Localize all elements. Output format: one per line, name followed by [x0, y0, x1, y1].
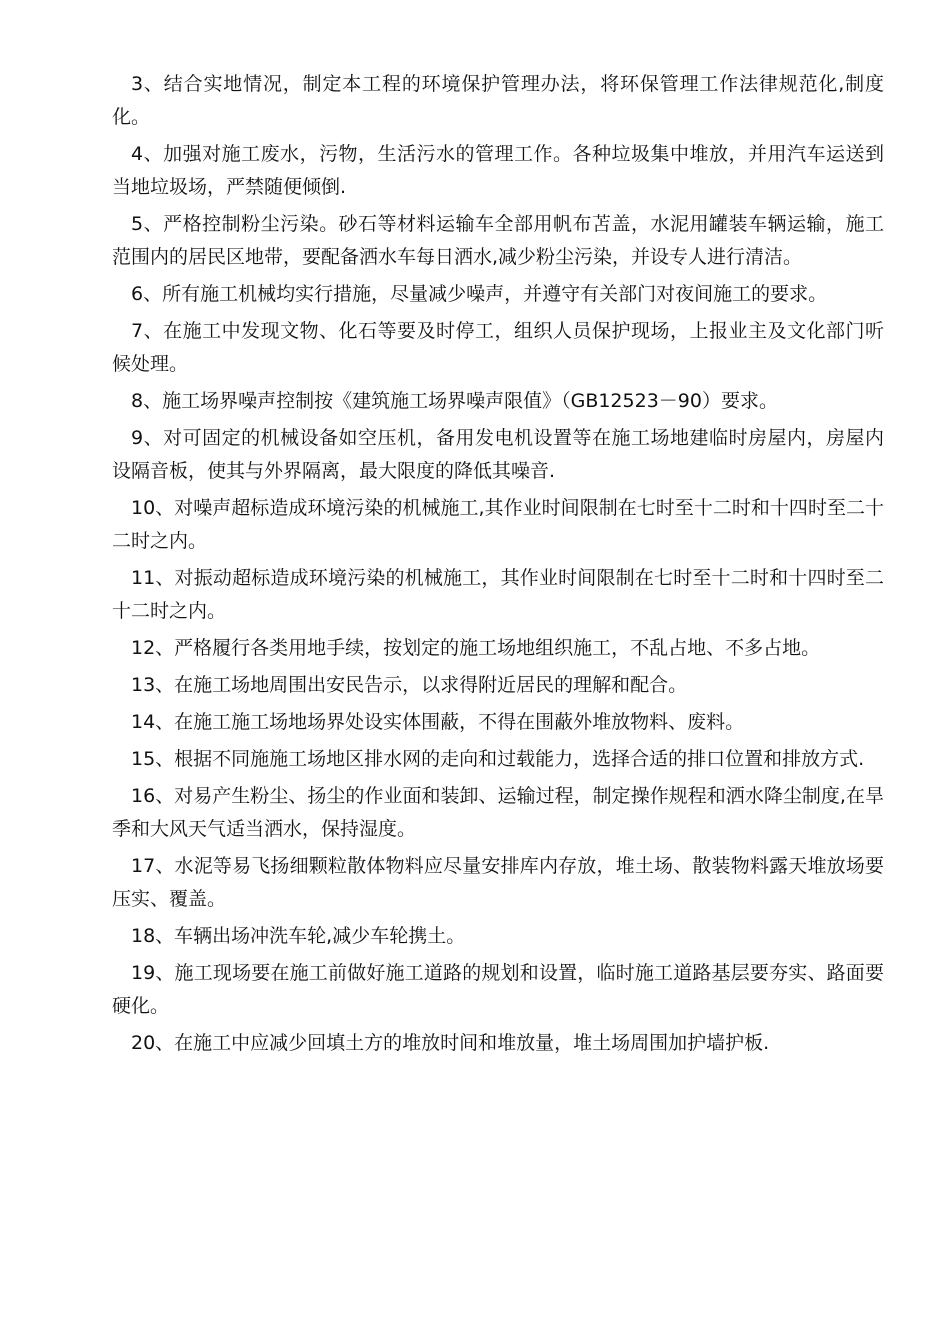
paragraph-13: 13、在施工场地周围出安民告示，以求得附近居民的理解和配合。 [131, 674, 688, 696]
paragraph-15: 15、根据不同施施工场地区排水网的走向和过载能力，选择合适的排口位置和排放方式. [131, 748, 865, 770]
document-page [112, 68, 884, 1064]
paragraph-16: 16、对易产生粉尘、扬尘的作业面和装卸、运输过程，制定操作规程和洒水降尘制度,在旱季和大风天气适当洒水，保持湿度。 [112, 785, 884, 840]
paragraph-5: 5、严格控制粉尘污染。砂石等材料运输车全部用帆布苫盖，水泥用罐装车辆运输，施工范围内的居民区地带，要配备洒水车每日洒水,减少粉尘污染，并设专人进行清洁。 [112, 213, 884, 268]
paragraph-9: 9、对可固定的机械设备如空压机，备用发电机设置等在施工场地建临时房屋内，房屋内设隔音板，使其与外界隔离，最大限度的降低其噪音. [112, 427, 884, 482]
paragraph-6: 6、所有施工机械均实行措施，尽量减少噪声，并遵守有关部门对夜间施工的要求。 [131, 283, 828, 305]
paragraph-18: 18、车辆出场冲洗车轮,减少车轮携土。 [131, 925, 466, 947]
paragraph-3: 3、结合实地情况，制定本工程的环境保护管理办法，将环保管理工作法律规范化,制度化。 [112, 73, 884, 128]
paragraph-14: 14、在施工施工场地场界处设实体围蔽，不得在围蔽外堆放物料、废料。 [131, 711, 745, 733]
paragraph-17: 17、水泥等易飞扬细颗粒散体物料应尽量安排库内存放，堆土场、散装物料露天堆放场要压实、覆盖。 [112, 855, 884, 910]
paragraph-11: 11、对振动超标造成环境污染的机械施工，其作业时间限制在七时至十二时和十四时至二十二时之内。 [112, 567, 884, 622]
paragraph-4: 4、加强对施工废水，污物，生活污水的管理工作。各种垃圾集中堆放，并用汽车运送到当地垃圾场，严禁随便倾倒. [112, 143, 884, 198]
paragraph-8: 8、施工场界噪声控制按《建筑施工场界噪声限值》（GB12523－90）要求。 [131, 390, 778, 412]
paragraph-12: 12、严格履行各类用地手续，按划定的施工场地组织施工，不乱占地、不多占地。 [131, 637, 821, 659]
paragraph-7: 7、在施工中发现文物、化石等要及时停工，组织人员保护现场，上报业主及文化部门听候处理。 [112, 320, 884, 375]
paragraph-10: 10、对噪声超标造成环境污染的机械施工,其作业时间限制在七时至十二时和十四时至二十二时之内。 [112, 497, 884, 552]
paragraph-19: 19、施工现场要在施工前做好施工道路的规划和设置，临时施工道路基层要夯实、路面要硬化。 [112, 962, 884, 1017]
paragraph-20: 20、在施工中应减少回填土方的堆放时间和堆放量，堆土场周围加护墙护板. [131, 1032, 770, 1054]
